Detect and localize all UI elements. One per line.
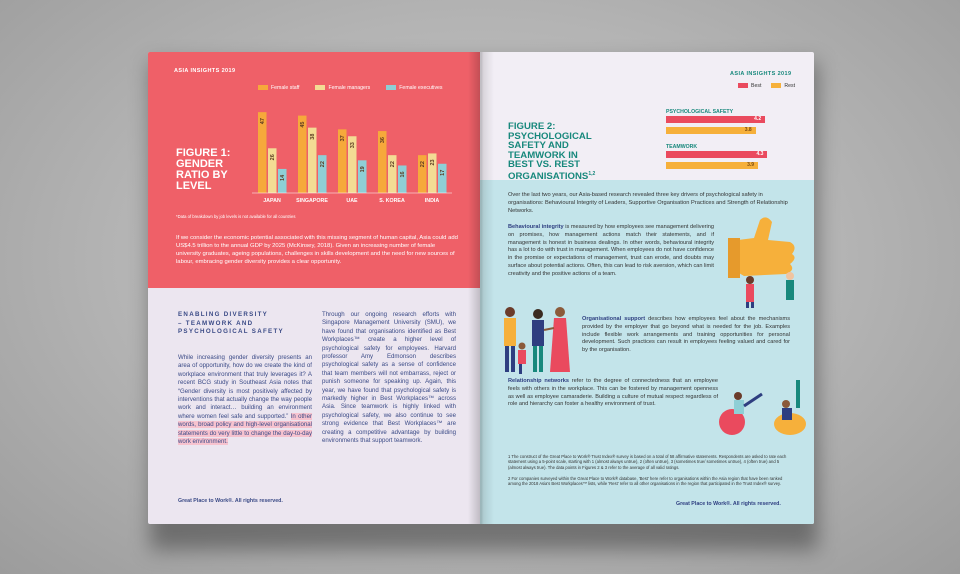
data-label: 38 [310,133,317,140]
data-label: 23 [430,159,437,166]
thumbs-up-illustration [720,210,810,310]
label-teamwork: TEAMWORK [666,144,698,150]
category-label: S. KOREA [379,198,405,204]
right-intro: Over the last two years, our Asia-based research revealed three key drivers of psychological safety in organisations: Behavioural Integrity of Leaders, Supportive Organisation Practices and Strength of Relationship Networks. [508,192,788,214]
section-heading: ENABLING DIVERSITY – TEAMWORK AND PSYCHOLOGICAL SAFETY [178,311,284,336]
data-label: 14 [280,174,287,181]
label-psych-safety: PSYCHOLOGICAL SAFETY [666,109,734,115]
footnote-2: 2 For companies surveyed within the Great Place to Work® database, 'Best' here refer to organisations within the Asia region that have been ranked among the 2018 Asia's Best Workplaces™ lists, while 'Rest' refer to all other organisations in the region that participated in the Trust Index® survey. [508,476,783,487]
bar-india-female-executives [438,164,447,193]
bar-singapore-female-executives [318,155,327,193]
data-label: 17 [440,169,447,176]
legend-female-executives: Female executives [386,85,442,91]
data-label: 22 [420,161,427,168]
right-header: ASIA INSIGHTS 2019 [730,71,792,77]
data-label: 47 [260,118,267,125]
left-page [148,52,480,524]
bar-india-female-staff [418,155,427,193]
organisational-support-paragraph: Organisational support describes how employees feel about the mechanisms provided by the employer that go beyond what is needed for the job. Examples include flexible work arrangements and training opportunities for personal development. Such practices can result in employees feeling valued and cared for by the organisation. [582,316,790,354]
relaxing-people-illustration [714,370,810,440]
intro-paragraph: If we consider the economic potential associated with this missing segment of human capital, Asia could add US$4.5 trillion to the annual GDP by 2025 (McKinsey, 2018). Given an increasing number of female university graduates, ageing populations, challenges in skills development and the need for new sources of labour, embracing gender diversity provides a clear opportunity. [176,235,458,265]
data-label: 33 [350,142,357,149]
right-page [480,52,814,524]
column-2-text: Through our ongoing research efforts with Singapore Management University (SMU), we have found that organisations identified as Best Workplaces™ create a higher level of psychological safety for employees. Harvard professor Amy Edmonson describes psychological safety as a sense of confidence that team members will not embarrass, reject or punish someone for speaking up. Again, this year, we have found that psychological safety is markedly higher in Best Workplaces™ across Asia. Since teamwork is highly linked with psychological safety, we also continue to see strong evidence that Best Workplaces™ are creating a competitive advantage by building environments that support teamwork. [322,311,456,445]
data-label: 45 [300,121,307,128]
behavioural-integrity-paragraph: Behavioural integrity is measured by how employees see management delivering on promises, how management actions match their statements, and if management is honest in business dealings. In other words, behavioural integrity has a lot to do with trust in management. When employees do not have confidence in the promise or expectations of management, trust can erode, and doubts may surface about potential actions. Often, this can lead to risk aversion, which can limit creativity and the positive actions of a team. [508,224,715,277]
data-label: 37 [340,135,347,142]
legend-rest: Rest [771,83,795,89]
category-label: UAE [346,198,358,204]
bar-teamwork-rest: 3.9 [666,162,758,169]
category-label: SINGAPORE [296,198,328,204]
left-footer: Great Place to Work®. All rights reserved. [178,498,283,504]
data-label: 26 [270,154,277,161]
category-label: INDIA [424,198,440,204]
legend-female-managers: Female managers [315,85,370,91]
bar-psych-rest: 3.8 [666,127,756,134]
bar-teamwork-best: 4.3 [666,151,767,158]
right-footer: Great Place to Work®. All rights reserved. [676,501,781,507]
data-label: 22 [320,161,327,168]
column-1-text: While increasing gender diversity presents an area of opportunity, how do we create the kind of workplace environment that truly leverages it? A recent BCG study in Southeast Asia notes that “Gender diversity is most positively affected by interventions that actually change the way people work and interact… building an environment where women feel safe and supported.” In other words, broad policy and high-level organisational statements do very little to change the day-to-day work environment. [178,354,312,446]
footnote-1: 1 The construct of the Great Place to Work® Trust Index® survey is based on a total of 58 affirmative statements. Respondents are asked to rate each statement using a 5-point scale, starting with 1 (almost always untrue), 2 (often untrue), 3 (sometimes true/ sometimes untrue), 4 (often true) and 5 (almost always true). The data points in Figures 2 & 3 refer to the average of all valid ratings. [508,454,787,470]
category-label: JAPAN [263,198,281,204]
bar-s-korea-female-managers [388,155,397,193]
bar-uae-female-executives [358,160,367,193]
chart-note: *Data of breakdown by job levels is not available for all countries [176,214,296,219]
data-label: 22 [390,161,397,168]
data-label: 36 [380,137,387,144]
highlighted-text: In other words, broad policy and high-level organisational statements do very little to change the day-to-day work environment. [178,412,312,446]
figure1-title: FIGURE 1: GENDER RATIO BY LEVEL [176,147,231,192]
bar-s-korea-female-executives [398,165,407,193]
data-label: 19 [360,166,367,173]
figure2-legend [738,83,795,89]
relationship-networks-paragraph: Relationship networks refer to the degree of connectedness that an employee feels with others in the workplace. This can be fostered by management openness as well as employee camaraderie. Building a culture of mutual respect regardless of role and hierarchy can foster a healthy environment of trust. [508,378,718,408]
left-header: ASIA INSIGHTS 2019 [174,68,236,74]
bar-psych-best: 4.2 [666,116,765,123]
figure2-title: FIGURE 2: PSYCHOLOGICAL SAFETY AND TEAMWORK IN BEST VS. REST ORGANISATIONS$^{1,2}$ [508,121,596,182]
data-label: 16 [400,171,407,178]
legend-female-staff: Female staff [258,85,299,91]
legend-best: Best [738,83,761,89]
